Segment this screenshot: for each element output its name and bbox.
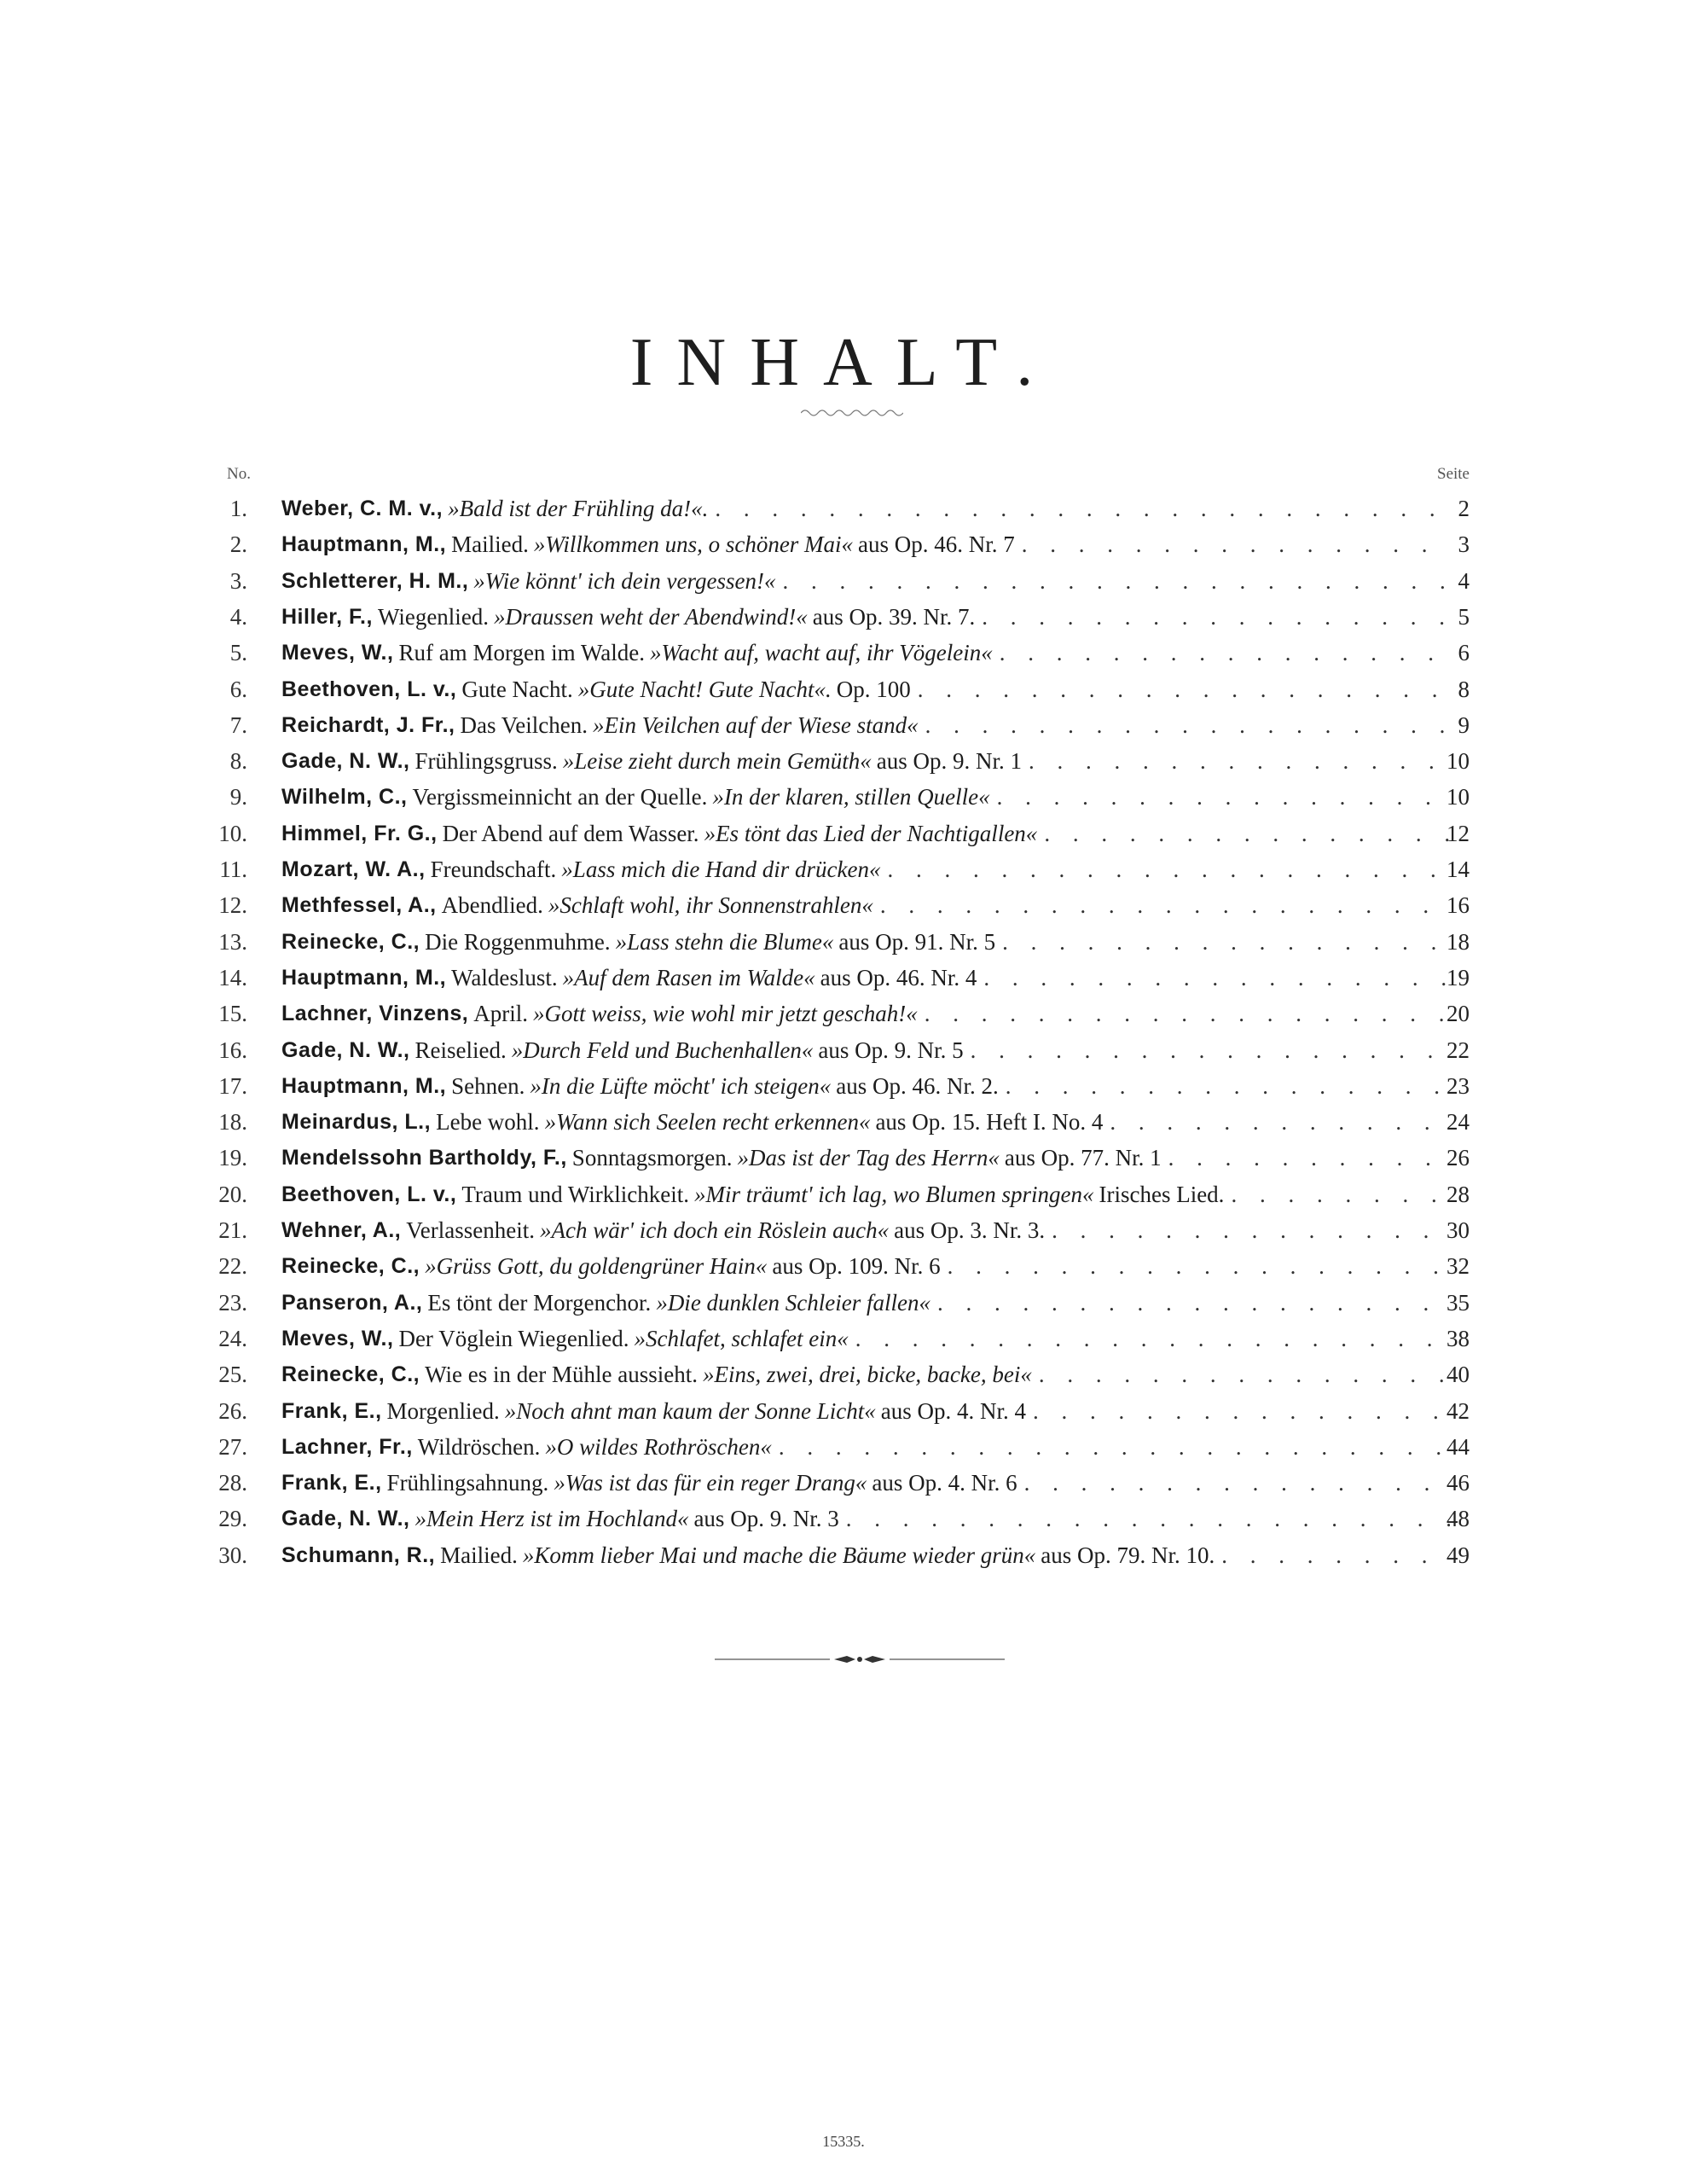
toc-entry-composer: Panseron, A., xyxy=(281,1290,423,1315)
toc-entry-composer: Frank, E., xyxy=(281,1471,382,1496)
toc-entry-composer: Mendelssohn Bartholdy, F., xyxy=(281,1146,567,1170)
toc-entry-number: 21. xyxy=(218,1217,247,1243)
toc-entry-incipit: »O wildes Rothröschen« xyxy=(545,1433,772,1460)
toc-entry-composer: Gade, N. W., xyxy=(281,1507,410,1531)
toc-entry-composer: Hauptmann, M., xyxy=(281,1073,447,1098)
toc-entry-number: 24. xyxy=(218,1325,247,1351)
toc-entry-body xyxy=(281,1501,1450,1536)
toc-entry-page: 42 xyxy=(1446,1397,1470,1424)
toc-entry-incipit: »Auf dem Rasen im Walde« xyxy=(562,964,815,990)
toc-entry-incipit: »In der klaren, stillen Quelle« xyxy=(712,784,990,810)
toc-row xyxy=(0,816,1687,851)
toc-row xyxy=(0,707,1687,743)
toc-entry-leader-dots xyxy=(779,1429,1450,1465)
toc-entry-title: Wie es in der Mühle aussieht. xyxy=(425,1362,698,1388)
toc-entry-incipit: »Lass stehn die Blume« xyxy=(615,928,834,955)
toc-entry-number: 5. xyxy=(229,640,247,666)
toc-entry-composer: Reichardt, J. Fr., xyxy=(281,712,455,737)
toc-entry-incipit: »Wie könnt' ich dein vergessen!« xyxy=(473,567,776,594)
toc-entry-body xyxy=(281,1321,1450,1356)
toc-entry-number: 11. xyxy=(219,857,247,882)
toc-row xyxy=(0,671,1687,707)
toc-entry-number: 3. xyxy=(229,567,247,594)
toc-entry-page: 5 xyxy=(1458,603,1470,630)
toc-entry-incipit: »Wann sich Seelen recht erkennen« xyxy=(544,1109,871,1136)
toc-entry-composer: Gade, N. W., xyxy=(281,749,410,774)
toc-entry-composer: Hauptmann, M., xyxy=(281,965,447,990)
toc-entry-leader-dots xyxy=(1221,1537,1450,1573)
toc-entry-leader-dots xyxy=(983,960,1450,996)
toc-entry-body xyxy=(281,1429,1450,1465)
toc-entry-title: Waldeslust. xyxy=(451,964,558,990)
toc-entry-title: Traum und Wirklichkeit. xyxy=(461,1181,689,1207)
toc-entry-body xyxy=(281,1356,1450,1392)
toc-entry-number: 17. xyxy=(218,1072,247,1099)
toc-entry-number: 1. xyxy=(229,496,247,521)
toc-row xyxy=(0,635,1687,671)
toc-entry-incipit: »Grüss Gott, du goldengrüner Hain« xyxy=(425,1253,768,1280)
toc-entry-body xyxy=(281,526,1450,562)
toc-entry-leader-dots xyxy=(888,851,1450,887)
toc-entry-incipit: »Eins, zwei, drei, bicke, backe, bei« xyxy=(702,1362,1032,1388)
toc-entry-body xyxy=(281,1176,1450,1212)
toc-entry-title: Wildröschen. xyxy=(417,1433,541,1460)
toc-row xyxy=(0,1321,1687,1356)
toc-entry-body xyxy=(281,816,1450,851)
toc-entry-body xyxy=(281,491,1450,526)
toc-entry-page: 10 xyxy=(1446,748,1470,775)
toc-entry-composer: Wilhelm, C., xyxy=(281,785,408,810)
toc-entry-leader-dots xyxy=(1110,1104,1450,1140)
toc-entry-body xyxy=(281,635,1450,671)
toc-entry-incipit: »Gute Nacht! Gute Nacht«. xyxy=(577,676,832,702)
toc-row xyxy=(0,1176,1687,1212)
toc-entry-page: 28 xyxy=(1446,1181,1470,1207)
toc-entry-number: 13. xyxy=(218,928,247,955)
toc-entry-number: 27. xyxy=(218,1433,247,1460)
toc-entry-leader-dots xyxy=(880,887,1450,923)
toc-entry-number: 22. xyxy=(218,1253,247,1280)
toc-row xyxy=(0,1248,1687,1284)
toc-entry-title: Der Abend auf dem Wasser. xyxy=(442,820,699,846)
toc-entry-body xyxy=(281,1032,1450,1068)
toc-entry-incipit: »Schlafet, schlafet ein« xyxy=(634,1325,849,1351)
toc-entry-composer: Schletterer, H. M., xyxy=(281,568,469,593)
toc-entry-body xyxy=(281,1465,1450,1501)
toc-entry-incipit: »Schlaft wohl, ihr Sonnenstrahlen« xyxy=(548,892,873,919)
toc-entry-body xyxy=(281,996,1450,1031)
toc-entry-body xyxy=(281,851,1450,887)
toc-entry-incipit: »Willkommen uns, o schöner Mai« xyxy=(533,531,854,558)
toc-entry-page: 44 xyxy=(1446,1433,1470,1460)
toc-entry-leader-dots xyxy=(1024,1465,1450,1501)
toc-entry-number: 14. xyxy=(218,964,247,990)
toc-entry-incipit: »Was ist das für ein reger Drang« xyxy=(554,1470,867,1496)
toc-entry-page: 32 xyxy=(1446,1253,1470,1280)
toc-entry-composer: Hiller, F., xyxy=(281,604,373,629)
toc-entry-title: Frühlingsgruss. xyxy=(415,748,558,775)
toc-entry-page: 3 xyxy=(1458,531,1470,558)
toc-entry-incipit: »Ach wär' ich doch ein Röslein auch« xyxy=(539,1217,890,1243)
toc-entry-composer: Lachner, Vinzens, xyxy=(281,1002,469,1026)
title-flourish-ornament xyxy=(801,408,903,418)
toc-entry-composer: Weber, C. M. v., xyxy=(281,497,443,520)
toc-entry-leader-dots xyxy=(925,996,1450,1031)
toc-entry-body xyxy=(281,671,1450,707)
toc-row xyxy=(0,779,1687,815)
toc-entry-body xyxy=(281,1068,1450,1104)
toc-entry-incipit: »Mein Herz ist im Hochland« xyxy=(415,1506,689,1532)
toc-entry-leader-dots xyxy=(1039,1356,1450,1392)
toc-entry-body xyxy=(281,743,1450,779)
toc-entry-title: Der Vöglein Wiegenlied. xyxy=(398,1325,629,1351)
toc-entry-composer: Reinecke, C., xyxy=(281,1254,420,1279)
toc-row xyxy=(0,996,1687,1031)
toc-row xyxy=(0,1140,1687,1176)
toc-entry-page: 19 xyxy=(1446,964,1470,990)
toc-row xyxy=(0,599,1687,635)
toc-entry-incipit: »Die dunklen Schleier fallen« xyxy=(656,1289,930,1316)
toc-entry-page: 12 xyxy=(1446,820,1470,846)
toc-entry-title: Frühlingsahnung. xyxy=(386,1470,549,1496)
toc-entry-opus: aus Op. 9. Nr. 3 xyxy=(693,1506,839,1532)
toc-entry-number: 25. xyxy=(218,1362,247,1388)
toc-row xyxy=(0,1212,1687,1248)
column-header-page: Seite xyxy=(1437,465,1470,483)
toc-entry-title: Vergissmeinnicht an der Quelle. xyxy=(412,784,708,810)
toc-entry-composer: Meves, W., xyxy=(281,641,394,665)
toc-entry-opus: aus Op. 109. Nr. 6 xyxy=(772,1253,941,1280)
toc-entry-leader-dots xyxy=(1029,743,1450,779)
toc-entry-number: 15. xyxy=(218,1001,247,1027)
toc-entry-page: 6 xyxy=(1458,640,1470,666)
toc-row xyxy=(0,526,1687,562)
toc-entry-leader-dots xyxy=(1002,924,1450,960)
toc-entry-page: 23 xyxy=(1446,1072,1470,1099)
toc-row xyxy=(0,1356,1687,1392)
toc-entry-body xyxy=(281,1212,1450,1248)
toc-row xyxy=(0,851,1687,887)
toc-entry-page: 35 xyxy=(1446,1289,1470,1316)
toc-entry-leader-dots xyxy=(1022,526,1450,562)
toc-entry-number: 12. xyxy=(218,892,247,919)
toc-entry-opus: aus Op. 39. Nr. 7. xyxy=(812,603,976,630)
toc-entry-incipit: »Es tönt das Lied der Nachtigallen« xyxy=(704,820,1038,846)
toc-row xyxy=(0,924,1687,960)
toc-entry-page: 14 xyxy=(1446,857,1470,882)
toc-entry-composer: Meinardus, L., xyxy=(281,1110,432,1135)
toc-entry-title: Sehnen. xyxy=(451,1072,525,1099)
toc-entry-leader-dots xyxy=(855,1321,1450,1356)
toc-entry-number: 19. xyxy=(218,1145,247,1171)
toc-entry-number: 16. xyxy=(218,1037,247,1063)
toc-entry-incipit: »Lass mich die Hand dir drücken« xyxy=(561,857,881,882)
toc-entry-page: 2 xyxy=(1458,496,1470,521)
toc-entry-page: 49 xyxy=(1446,1542,1470,1568)
toc-entry-incipit: »Bald ist der Frühling da!«. xyxy=(448,496,709,521)
toc-entry-opus: aus Op. 77. Nr. 1 xyxy=(1004,1145,1162,1171)
toc-entry-body xyxy=(281,1537,1450,1573)
toc-row xyxy=(0,491,1687,526)
toc-entry-opus: aus Op. 4. Nr. 6 xyxy=(872,1470,1017,1496)
toc-entry-incipit: »In die Lüfte möcht' ich steigen« xyxy=(530,1072,832,1099)
toc-entry-incipit: »Gott weiss, wie wohl mir jetzt geschah!« xyxy=(532,1001,918,1027)
toc-entry-page: 9 xyxy=(1458,712,1470,738)
toc-entry-opus: aus Op. 46. Nr. 7 xyxy=(858,531,1015,558)
toc-entry-page: 48 xyxy=(1446,1506,1470,1532)
toc-entry-incipit: »Wacht auf, wacht auf, ihr Vögelein« xyxy=(650,640,993,666)
toc-entry-title: Gute Nacht. xyxy=(461,676,573,702)
toc-entry-leader-dots xyxy=(846,1501,1450,1536)
toc-entry-body xyxy=(281,707,1450,743)
toc-entry-body xyxy=(281,924,1450,960)
toc-entry-leader-dots xyxy=(1033,1393,1450,1429)
toc-entry-opus: aus Op. 4. Nr. 4 xyxy=(880,1397,1026,1424)
toc-row xyxy=(0,887,1687,923)
toc-entry-opus: aus Op. 79. Nr. 10. xyxy=(1041,1542,1215,1568)
toc-entry-leader-dots xyxy=(1006,1068,1450,1104)
toc-entry-title: Morgenlied. xyxy=(386,1397,500,1424)
toc-entry-body xyxy=(281,563,1450,599)
toc-entry-body xyxy=(281,779,1450,815)
toc-row xyxy=(0,563,1687,599)
toc-entry-body xyxy=(281,1285,1450,1321)
toc-entry-title: Reiselied. xyxy=(415,1037,507,1063)
toc-entry-page: 38 xyxy=(1446,1325,1470,1351)
toc-entry-page: 4 xyxy=(1458,567,1470,594)
toc-entry-title: Verlassenheit. xyxy=(406,1217,535,1243)
toc-entry-title: Abendlied. xyxy=(441,892,543,919)
toc-row xyxy=(0,1537,1687,1573)
toc-entry-leader-dots xyxy=(937,1285,1450,1321)
toc-entry-incipit: »Komm lieber Mai und mache die Bäume wieder grün« xyxy=(522,1542,1036,1568)
toc-entry-title: Ruf am Morgen im Walde. xyxy=(398,640,645,666)
toc-entry-incipit: »Leise zieht durch mein Gemüth« xyxy=(562,748,872,775)
toc-entry-title: Mailied. xyxy=(440,1542,518,1568)
toc-row xyxy=(0,1429,1687,1465)
toc-row xyxy=(0,960,1687,996)
toc-entry-leader-dots xyxy=(948,1248,1450,1284)
toc-entry-composer: Schumann, R., xyxy=(281,1542,436,1567)
toc-entry-leader-dots xyxy=(1000,635,1450,671)
toc-entry-leader-dots xyxy=(1052,1212,1450,1248)
toc-entry-composer: Gade, N. W., xyxy=(281,1037,410,1062)
toc-entry-leader-dots xyxy=(715,491,1450,526)
toc-entry-opus: Op. 100 xyxy=(836,676,911,702)
toc-entry-leader-dots xyxy=(1168,1140,1450,1176)
toc-entry-number: 7. xyxy=(229,712,247,738)
toc-entry-leader-dots xyxy=(1044,816,1450,851)
toc-entry-title: Mailied. xyxy=(451,531,529,558)
toc-entry-page: 22 xyxy=(1446,1037,1470,1063)
toc-entry-page: 30 xyxy=(1446,1217,1470,1243)
toc-entry-title: Lebe wohl. xyxy=(436,1109,540,1136)
plate-number: 15335. xyxy=(822,2133,865,2150)
toc-entry-opus: aus Op. 46. Nr. 2. xyxy=(836,1072,999,1099)
toc-entry-leader-dots xyxy=(918,671,1450,707)
column-header-number: No. xyxy=(227,465,251,483)
toc-entry-leader-dots xyxy=(982,599,1450,635)
toc-entry-page: 26 xyxy=(1446,1145,1470,1171)
toc-entry-leader-dots xyxy=(997,779,1450,815)
toc-entry-composer: Himmel, Fr. G., xyxy=(281,821,438,845)
toc-entry-composer: Lachner, Fr., xyxy=(281,1434,413,1459)
toc-entry-composer: Beethoven, L. v., xyxy=(281,1182,457,1206)
toc-entry-title: Freundschaft. xyxy=(430,857,557,882)
toc-entry-composer: Meves, W., xyxy=(281,1326,394,1350)
toc-entry-opus: aus Op. 9. Nr. 5 xyxy=(818,1037,964,1063)
toc-entry-number: 26. xyxy=(218,1397,247,1424)
toc-row xyxy=(0,1393,1687,1429)
toc-entry-incipit: »Noch ahnt man kaum der Sonne Licht« xyxy=(504,1397,876,1424)
toc-entry-composer: Methfessel, A., xyxy=(281,893,437,918)
toc-entry-page: 16 xyxy=(1446,892,1470,919)
toc-entry-number: 9. xyxy=(229,784,247,810)
toc-entry-title: Die Roggenmuhme. xyxy=(425,928,611,955)
toc-entry-body xyxy=(281,599,1450,635)
toc-entry-number: 4. xyxy=(229,603,247,630)
toc-entry-body xyxy=(281,887,1450,923)
toc-entry-composer: Hauptmann, M., xyxy=(281,532,447,557)
toc-entry-opus: Irisches Lied. xyxy=(1099,1181,1225,1207)
toc-entry-number: 29. xyxy=(218,1506,247,1532)
toc-entry-composer: Reinecke, C., xyxy=(281,1362,420,1387)
toc-entry-body xyxy=(281,1140,1450,1176)
toc-entry-leader-dots xyxy=(925,707,1450,743)
toc-entry-composer: Frank, E., xyxy=(281,1398,382,1423)
toc-entry-page: 18 xyxy=(1446,928,1470,955)
toc-entry-page: 24 xyxy=(1446,1109,1470,1136)
toc-entry-opus: aus Op. 15. Heft I. No. 4 xyxy=(875,1109,1104,1136)
toc-entry-title: Wiegenlied. xyxy=(377,603,490,630)
toc-entry-body xyxy=(281,1248,1450,1284)
toc-entry-opus: aus Op. 3. Nr. 3. xyxy=(894,1217,1046,1243)
toc-entry-incipit: »Ein Veilchen auf der Wiese stand« xyxy=(592,712,919,738)
toc-entry-opus: aus Op. 91. Nr. 5 xyxy=(838,928,996,955)
toc-entry-page: 20 xyxy=(1446,1001,1470,1027)
toc-entry-body xyxy=(281,960,1450,996)
toc-row xyxy=(0,743,1687,779)
toc-entry-title: Das Veilchen. xyxy=(460,712,588,738)
toc-entry-number: 20. xyxy=(218,1181,247,1207)
toc-entry-page: 8 xyxy=(1458,676,1470,702)
toc-row xyxy=(0,1032,1687,1068)
toc-entry-number: 23. xyxy=(218,1289,247,1316)
toc-entry-page: 10 xyxy=(1446,784,1470,810)
toc-entry-leader-dots xyxy=(971,1032,1450,1068)
toc-row xyxy=(0,1465,1687,1501)
toc-row xyxy=(0,1104,1687,1140)
toc-entry-incipit: »Mir träumt' ich lag, wo Blumen springen« xyxy=(693,1181,1094,1207)
end-ornament-rule xyxy=(715,1653,1005,1665)
toc-entry-number: 8. xyxy=(229,748,247,775)
toc-entry-title: Sonntagsmorgen. xyxy=(571,1145,733,1171)
toc-entry-number: 18. xyxy=(218,1109,247,1136)
toc-entry-number: 30. xyxy=(218,1542,247,1568)
toc-entry-leader-dots xyxy=(1231,1176,1450,1212)
toc-entry-leader-dots xyxy=(782,563,1450,599)
toc-entry-body xyxy=(281,1104,1450,1140)
toc-entry-incipit: »Das ist der Tag des Herrn« xyxy=(737,1145,1000,1171)
toc-entry-body xyxy=(281,1393,1450,1429)
toc-entry-composer: Mozart, W. A., xyxy=(281,857,426,881)
toc-row xyxy=(0,1285,1687,1321)
toc-entry-number: 10. xyxy=(218,820,247,846)
toc-row xyxy=(0,1501,1687,1536)
toc-entry-composer: Beethoven, L. v., xyxy=(281,677,457,701)
toc-entry-incipit: »Durch Feld und Buchenhallen« xyxy=(511,1037,814,1063)
toc-entry-number: 28. xyxy=(218,1470,247,1496)
toc-entry-number: 2. xyxy=(229,531,247,558)
toc-entry-page: 40 xyxy=(1446,1362,1470,1388)
toc-row xyxy=(0,1068,1687,1104)
toc-entry-incipit: »Draussen weht der Abendwind!« xyxy=(494,603,808,630)
toc-entry-title: Es tönt der Morgenchor. xyxy=(427,1289,652,1316)
toc-entry-composer: Wehner, A., xyxy=(281,1218,402,1242)
toc-entry-title: April. xyxy=(473,1001,528,1027)
toc-entry-opus: aus Op. 46. Nr. 4 xyxy=(820,964,977,990)
toc-entry-page: 46 xyxy=(1446,1470,1470,1496)
toc-entry-composer: Reinecke, C., xyxy=(281,929,420,954)
toc-entry-number: 6. xyxy=(229,676,247,702)
page-title: INHALT. xyxy=(629,325,1058,400)
toc-entry-opus: aus Op. 9. Nr. 1 xyxy=(876,748,1022,775)
